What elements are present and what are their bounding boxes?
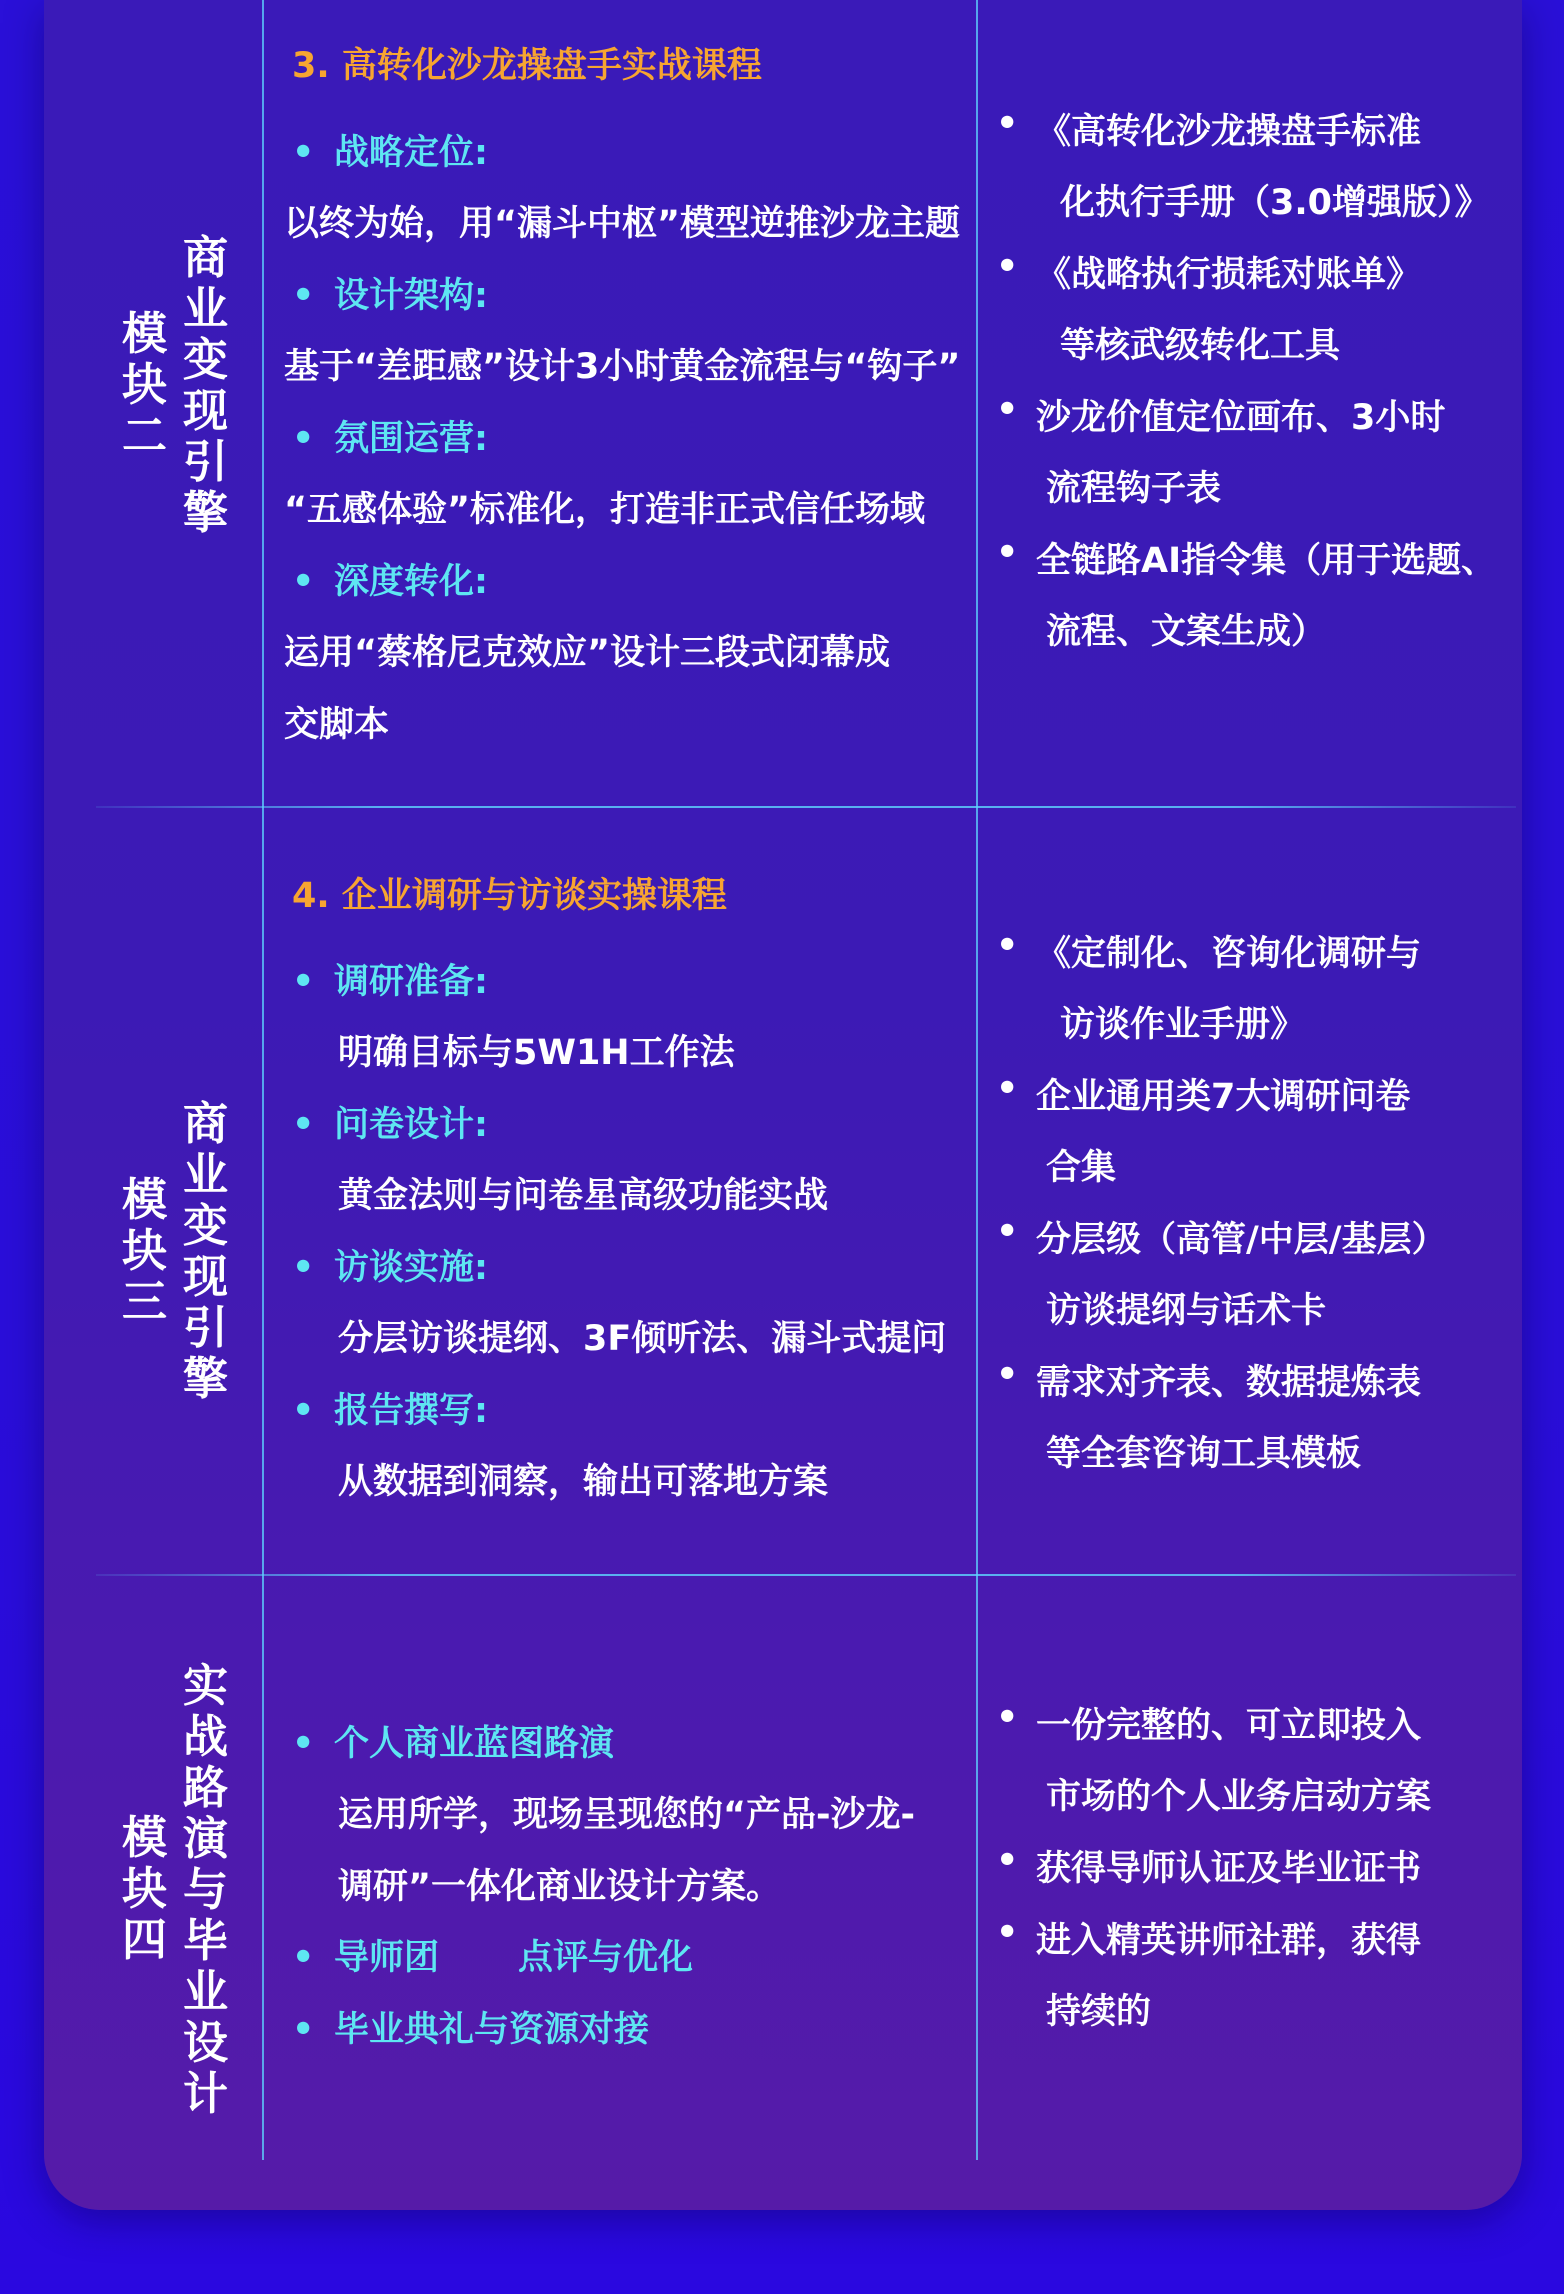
module-label-char: 引 [183, 435, 229, 488]
module-label-char: 块 [122, 1862, 168, 1915]
item-conversion-head: • 深度转化: [292, 554, 488, 604]
module-label-char: 引 [183, 1301, 229, 1354]
module-label-char: 业 [183, 1148, 229, 1201]
item-report-head: • 报告撰写: [292, 1383, 488, 1433]
course-title-3: 3. 高转化沙龙操盘手实战课程 [292, 46, 762, 86]
item-atmosphere-body: “五感体验”标准化，打造非正式信任场域 [284, 490, 926, 530]
output-m3-2: • 企业通用类7大调研问卷 [1036, 1069, 1410, 1119]
item-design-head: • 设计架构: [292, 268, 488, 318]
row-divider-2 [96, 1574, 1516, 1576]
item-graduation-head: • 毕业典礼与资源对接 [292, 2002, 649, 2052]
module-4-label [122, 1660, 228, 2119]
module-label-char: 变 [183, 1199, 229, 1252]
item-atmosphere-head: • 氛围运营: [292, 411, 488, 461]
column-divider-left [262, 0, 264, 2160]
module-3-label [122, 1098, 228, 1404]
module-label-char: 毕 [183, 1914, 229, 1967]
output-m3-1: • 《定制化、咨询化调研与 [1036, 926, 1421, 976]
module-label-char: 现 [183, 384, 229, 437]
item-prep-head: • 调研准备: [292, 954, 488, 1004]
item-conversion-body-2: 交脚本 [284, 705, 390, 745]
module-label-char: 模 [122, 1811, 168, 1864]
module-label-char: 模 [122, 1173, 168, 1226]
output-m3-1-cont: 访谈作业手册》 [1060, 1005, 1306, 1045]
item-report-body: 从数据到洞察，输出可落地方案 [338, 1462, 829, 1502]
module-label-char: 四 [122, 1913, 168, 1966]
item-roadshow-body-1: 运用所学，现场呈现您的“产品-沙龙- [338, 1795, 916, 1835]
module-label-char: 擎 [183, 1352, 229, 1405]
module-label-char: 战 [183, 1710, 229, 1763]
module-label-char: 路 [183, 1761, 229, 1814]
module-label-char: 与 [183, 1863, 229, 1916]
item-mentor-head: • 导师团 [292, 1930, 439, 1980]
item-interview-body: 分层访谈提纲、3F倾听法、漏斗式提问 [338, 1319, 947, 1359]
module-label-char: 模 [122, 307, 168, 360]
output-m2-1-cont: 化执行手册（3.0增强版）》 [1060, 183, 1490, 223]
row-divider-1 [96, 806, 1516, 808]
module-label-char: 实 [183, 1659, 229, 1712]
curriculum-card [44, 0, 1522, 2210]
output-m4-2: • 获得导师认证及毕业证书 [1036, 1841, 1421, 1891]
module-label-char: 变 [183, 333, 229, 386]
module-label-char: 二 [122, 409, 168, 462]
output-m4-3-cont: 持续的 [1046, 1992, 1152, 2032]
item-questionnaire-body: 黄金法则与问卷星高级功能实战 [338, 1176, 829, 1216]
module-4-name [183, 1660, 228, 2119]
module-label-char: 业 [183, 282, 229, 335]
module-label-char: 三 [122, 1275, 168, 1328]
module-label-char: 演 [183, 1812, 229, 1865]
module-2-label [122, 232, 228, 538]
module-4-number [122, 1660, 167, 2119]
module-label-char: 现 [183, 1250, 229, 1303]
output-m4-1-cont: 市场的个人业务启动方案 [1046, 1777, 1432, 1817]
output-m2-2: • 《战略执行损耗对账单》 [1036, 247, 1421, 297]
item-roadshow-body-2: 调研”一体化商业设计方案。 [338, 1867, 782, 1907]
output-m3-3-cont: 访谈提纲与话术卡 [1046, 1291, 1327, 1331]
module-3-name [183, 1098, 228, 1404]
item-strategy-body: 以终为始，用“漏斗中枢”模型逆推沙龙主题 [284, 204, 961, 244]
module-label-char: 擎 [183, 486, 229, 539]
item-conversion-body-1: 运用“蔡格尼克效应”设计三段式闭幕成 [284, 633, 891, 673]
item-design-body: 基于“差距感”设计3小时黄金流程与“钩子” [284, 347, 961, 387]
module-label-char: 块 [122, 358, 168, 411]
output-m4-3: • 进入精英讲师社群，获得 [1036, 1913, 1421, 1963]
module-2-number [122, 232, 167, 538]
output-m4-1: • 一份完整的、可立即投入 [1036, 1698, 1421, 1748]
item-interview-head: • 访谈实施: [292, 1240, 488, 1290]
output-m3-4: • 需求对齐表、数据提炼表 [1036, 1355, 1421, 1405]
output-m2-4-cont: 流程、文案生成） [1046, 612, 1327, 652]
column-divider-right [976, 0, 978, 2160]
output-m2-3-cont: 流程钩子表 [1046, 469, 1222, 509]
output-m3-3: • 分层级（高管/中层/基层） [1036, 1212, 1447, 1262]
item-strategy-head: • 战略定位: [292, 125, 488, 175]
item-prep-body: 明确目标与5W1H工作法 [338, 1033, 735, 1073]
module-label-char: 商 [183, 231, 229, 284]
module-label-char: 计 [183, 2067, 229, 2120]
module-label-char: 商 [183, 1097, 229, 1150]
output-m3-2-cont: 合集 [1046, 1148, 1117, 1188]
output-m2-1: • 《高转化沙龙操盘手标准 [1036, 104, 1421, 154]
module-label-char: 设 [183, 2016, 229, 2069]
output-m2-2-cont: 等核武级转化工具 [1060, 326, 1341, 366]
module-label-char: 块 [122, 1224, 168, 1277]
module-3-number [122, 1098, 167, 1404]
item-questionnaire-head: • 问卷设计: [292, 1097, 488, 1147]
module-label-char: 业 [183, 1965, 229, 2018]
output-m3-4-cont: 等全套咨询工具模板 [1046, 1434, 1362, 1474]
item-mentor-review: 点评与优化 [518, 1938, 694, 1978]
module-2-name [183, 232, 228, 538]
output-m2-4: • 全链路AI指令集（用于选题、 [1036, 533, 1496, 583]
output-m2-3: • 沙龙价值定位画布、3小时 [1036, 390, 1445, 440]
course-title-4: 4. 企业调研与访谈实操课程 [292, 876, 727, 916]
item-roadshow-head: • 个人商业蓝图路演 [292, 1716, 614, 1766]
